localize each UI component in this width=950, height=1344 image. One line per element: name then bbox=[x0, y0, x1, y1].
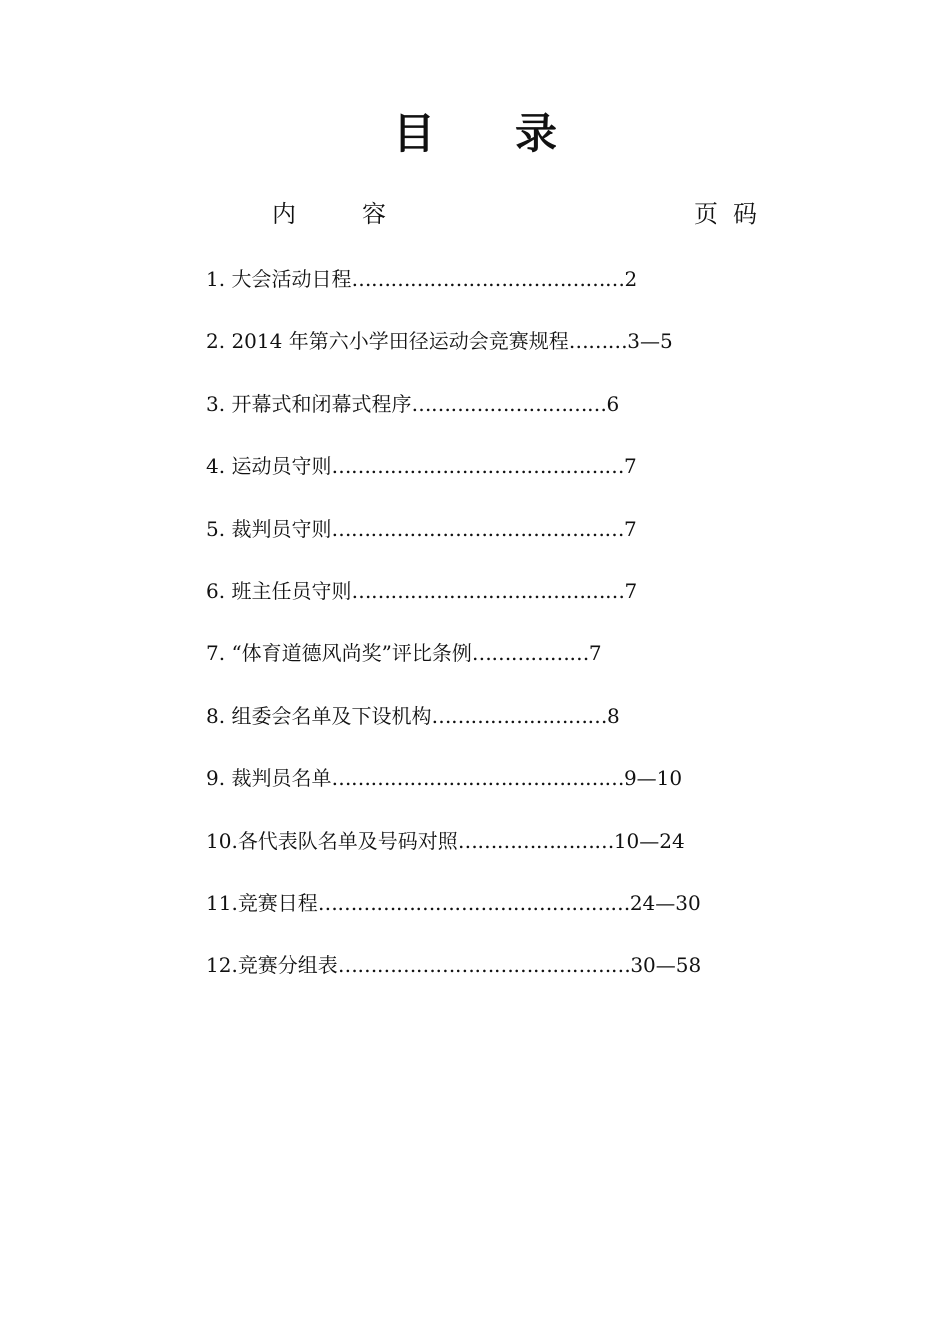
toc-entry-title: 组委会名单及下设机构 bbox=[231, 703, 432, 728]
toc-entry-page: 30—58 bbox=[630, 953, 702, 978]
toc-entry-title: 裁判员名单 bbox=[231, 766, 332, 791]
toc-entry-number: 1. bbox=[206, 267, 232, 291]
toc-entry[interactable] bbox=[206, 387, 806, 449]
toc-entry[interactable] bbox=[206, 574, 806, 636]
header-page-char-2: 码 bbox=[733, 200, 757, 228]
toc-entry-leader: ……………………………………… bbox=[331, 454, 624, 479]
toc-entry-number: 2. bbox=[206, 329, 232, 354]
toc-entry-title: 大会活动日程 bbox=[231, 267, 352, 291]
toc-entry-leader: ……………………………………… bbox=[331, 766, 624, 791]
toc-entry-leader: ……………………………………… bbox=[331, 516, 624, 541]
toc-entry-title: 竞赛日程 bbox=[237, 890, 318, 915]
toc-entry-title: 竞赛分组表 bbox=[237, 953, 338, 978]
toc-entry[interactable] bbox=[206, 824, 806, 886]
toc-entry-page: 24—30 bbox=[629, 890, 701, 915]
page-title bbox=[0, 104, 950, 164]
toc-entry[interactable] bbox=[206, 262, 806, 324]
toc-entry[interactable] bbox=[206, 886, 806, 948]
toc-entry[interactable] bbox=[206, 636, 806, 698]
toc-entry-leader: ………………………… bbox=[411, 391, 607, 416]
toc-entry-page: 7 bbox=[588, 641, 602, 666]
toc-entry-page: 8 bbox=[606, 703, 620, 728]
toc-entry-page: 7 bbox=[624, 578, 638, 603]
toc-entry-title: 运动员守则 bbox=[231, 454, 332, 479]
header-page-char-1: 页 bbox=[694, 200, 718, 228]
table-of-contents bbox=[206, 262, 806, 1011]
header-content-char-1: 内 bbox=[272, 200, 296, 228]
toc-entry-number: 9. bbox=[206, 766, 232, 791]
toc-entry-number: 8. bbox=[206, 703, 232, 728]
toc-entry-title: 各代表队名单及号码对照 bbox=[237, 828, 458, 853]
toc-entry-page: 3—5 bbox=[627, 329, 673, 354]
toc-entry-title: 班主任员守则 bbox=[231, 578, 352, 603]
toc-entry-leader: …………………………………… bbox=[351, 267, 625, 291]
toc-entry-number: 12. bbox=[206, 953, 238, 978]
toc-entry-page: 2 bbox=[624, 267, 638, 291]
toc-entry-page: 6 bbox=[606, 391, 620, 416]
toc-entry-leader: ……………………………………… bbox=[337, 953, 631, 978]
header-content-char-2: 容 bbox=[362, 200, 386, 228]
toc-entry-page: 7 bbox=[623, 516, 637, 541]
toc-entry-number: 5. bbox=[206, 516, 232, 541]
toc-entry-number: 11. bbox=[206, 890, 238, 915]
toc-entry-number: 10. bbox=[206, 828, 238, 853]
toc-entry-page: 7 bbox=[623, 454, 637, 479]
toc-header bbox=[0, 196, 950, 232]
toc-entry-number: 7. bbox=[206, 641, 232, 666]
toc-entry[interactable] bbox=[206, 948, 806, 1010]
toc-entry-leader: …………………………………… bbox=[351, 578, 625, 603]
toc-entry-title: 开幕式和闭幕式程序 bbox=[231, 391, 412, 416]
toc-entry-page: 10—24 bbox=[613, 828, 685, 853]
toc-entry-page: 9—10 bbox=[623, 766, 683, 791]
toc-entry-leader: ………………………………………… bbox=[317, 890, 630, 915]
toc-entry-title: 2014 年第六小学田径运动会竞赛规程 bbox=[231, 329, 569, 354]
toc-entry-leader: ……… bbox=[568, 329, 628, 354]
toc-entry-number: 6. bbox=[206, 578, 232, 603]
toc-entry-number: 4. bbox=[206, 454, 232, 479]
toc-entry[interactable] bbox=[206, 324, 806, 386]
toc-entry-number: 3. bbox=[206, 391, 232, 416]
toc-entry-title: “体育道德风尚奖”评比条例 bbox=[231, 641, 472, 666]
toc-entry[interactable] bbox=[206, 761, 806, 823]
toc-entry[interactable] bbox=[206, 449, 806, 511]
title-char-2: 录 bbox=[515, 109, 558, 158]
toc-entry-leader: ……………………… bbox=[431, 703, 607, 728]
toc-entry-leader: ……………… bbox=[471, 641, 589, 666]
toc-entry-leader: …………………… bbox=[457, 828, 614, 853]
title-char-1: 目 bbox=[393, 109, 436, 158]
toc-entry[interactable] bbox=[206, 512, 806, 574]
toc-entry-title: 裁判员守则 bbox=[231, 516, 332, 541]
toc-entry[interactable] bbox=[206, 699, 806, 761]
